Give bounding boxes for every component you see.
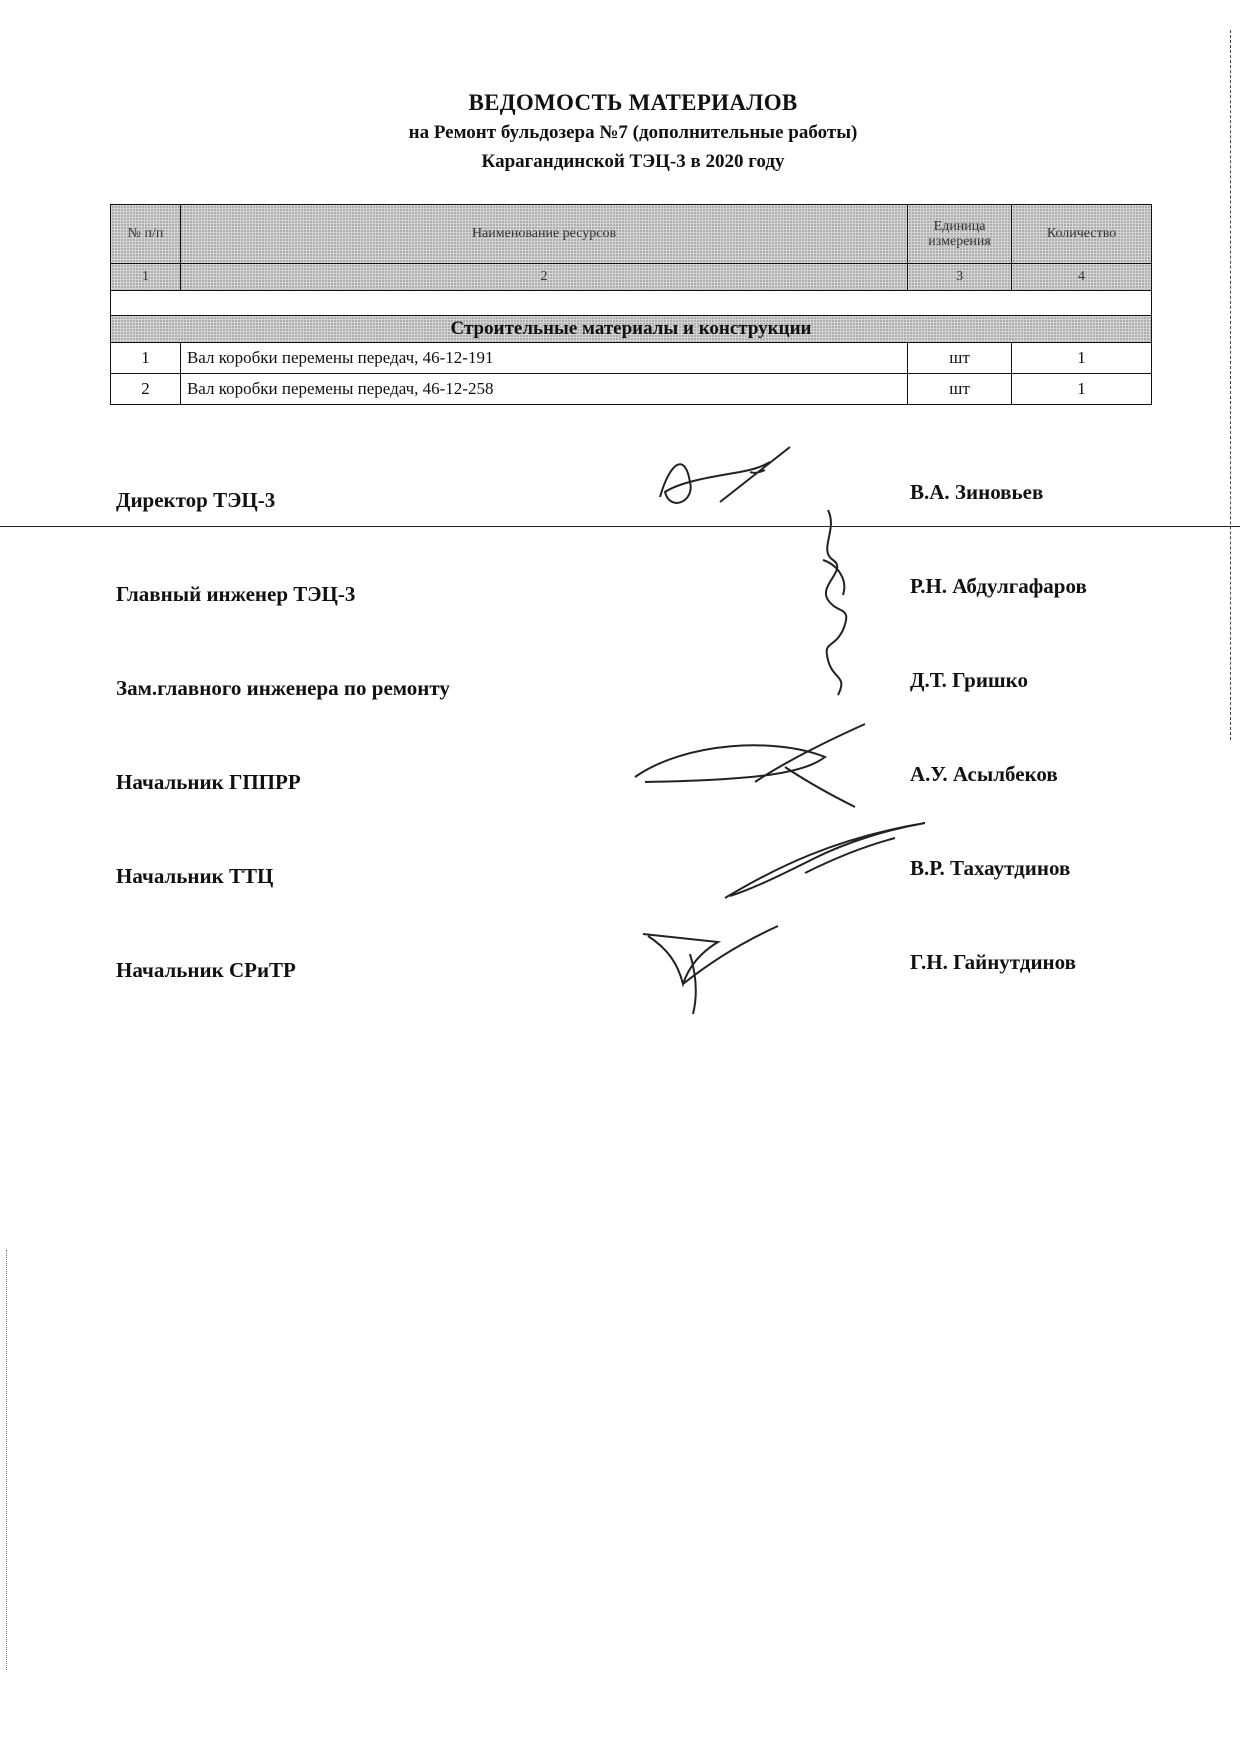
column-number: 4 xyxy=(1012,264,1152,291)
table-row xyxy=(111,374,1152,405)
header-unit-line1: Единица xyxy=(933,219,986,234)
signature-row-ttc xyxy=(0,846,1240,906)
materials-table xyxy=(110,204,1152,405)
signature-row-deputy xyxy=(0,658,1240,718)
document-subtitle-2: Карагандинской ТЭЦ-3 в 2020 году xyxy=(481,151,785,172)
column-number: 1 xyxy=(111,264,181,291)
column-number: 3 xyxy=(908,264,1012,291)
table-header-row xyxy=(111,205,1152,264)
blank-row xyxy=(111,291,1152,316)
row-num: 1 xyxy=(111,343,181,374)
signature-name: В.Р. Тахаутдинов xyxy=(910,856,1071,880)
signature-name: Д.Т. Гришко xyxy=(910,668,1028,692)
blank-cell xyxy=(111,291,1152,316)
signature-position: Начальник СРиТР xyxy=(116,958,296,982)
document-subtitle-1: на Ремонт бульдозера №7 (дополнительные работы) xyxy=(408,122,858,143)
table-row xyxy=(111,343,1152,374)
signature-row-chief-engineer xyxy=(0,564,1240,624)
signature-row-director xyxy=(0,470,1240,530)
header-unit xyxy=(908,205,1012,264)
row-qty: 1 xyxy=(1012,343,1152,374)
section-title: Строительные материалы и конструкции xyxy=(111,316,1152,343)
row-unit: шт xyxy=(908,374,1012,405)
row-unit: шт xyxy=(908,343,1012,374)
signature-position: Начальник ТТЦ xyxy=(116,864,274,888)
handwritten-signature xyxy=(625,722,875,812)
row-num: 2 xyxy=(111,374,181,405)
signature-position: Начальник ГППРР xyxy=(116,770,301,794)
signature-position: Главный инженер ТЭЦ-3 xyxy=(116,582,356,606)
header-num: № п/п xyxy=(111,205,181,264)
header-name: Наименование ресурсов xyxy=(180,205,907,264)
signature-position: Зам.главного инженера по ремонту xyxy=(116,676,450,700)
signature-name: В.А. Зиновьев xyxy=(910,480,1044,504)
handwritten-signature xyxy=(638,924,788,1024)
row-name: Вал коробки перемены передач, 46-12-191 xyxy=(180,343,907,374)
section-row xyxy=(111,316,1152,343)
header-qty: Количество xyxy=(1012,205,1152,264)
signature-name: Г.Н. Гайнутдинов xyxy=(910,950,1076,974)
row-name: Вал коробки перемены передач, 46-12-258 xyxy=(180,374,907,405)
column-number: 2 xyxy=(180,264,907,291)
signature-row-gpprr xyxy=(0,752,1240,812)
header-unit-line2: измерения xyxy=(928,234,991,249)
signature-name: Р.Н. Абдулгафаров xyxy=(910,574,1087,598)
signature-row-srtr xyxy=(0,940,1240,1000)
handwritten-signature xyxy=(715,818,935,908)
document-title: ВЕДОМОСТЬ МАТЕРИАЛОВ xyxy=(468,90,798,115)
handwritten-signature xyxy=(650,442,810,522)
scan-edge-line xyxy=(1230,30,1231,740)
document-header xyxy=(0,88,1240,176)
signature-name: А.У. Асылбеков xyxy=(910,762,1058,786)
scan-dots xyxy=(6,1250,7,1670)
signature-position: Директор ТЭЦ-3 xyxy=(116,488,276,512)
row-qty: 1 xyxy=(1012,374,1152,405)
column-numbers-row xyxy=(111,264,1152,291)
